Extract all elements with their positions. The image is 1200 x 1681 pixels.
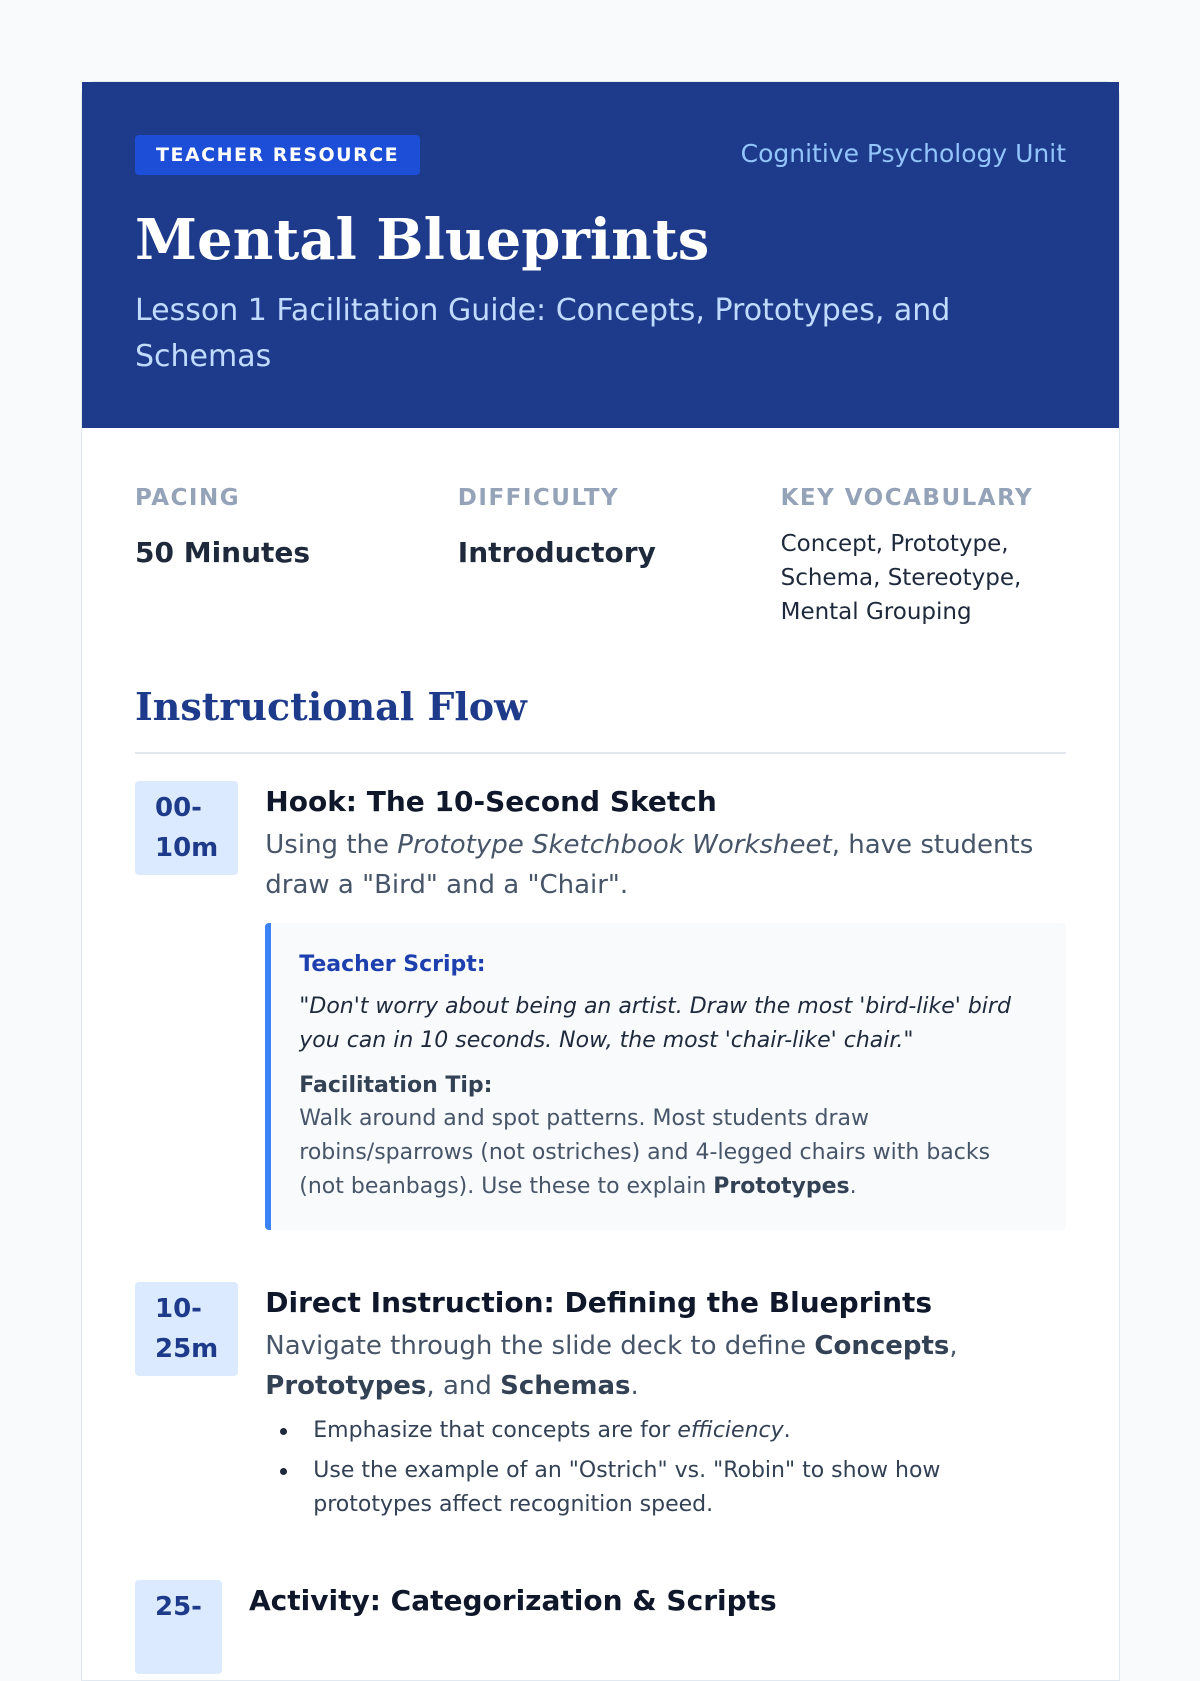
step-title: Direct Instruction: Defining the Blueprints: [265, 1286, 933, 1319]
step-content: [249, 1580, 1066, 1674]
bullet-em: efficiency: [677, 1418, 784, 1443]
difficulty-value: Introductory: [457, 536, 656, 569]
tip-label: Facilitation Tip:: [299, 1073, 493, 1098]
vocabulary-value: Concept, Prototype, Schema, Stereotype, Mental Grouping: [780, 531, 1022, 625]
term-concepts: Concepts: [814, 1331, 950, 1361]
resource-badge: TEACHER RESOURCE: [135, 135, 420, 175]
term-prototypes: Prototypes: [265, 1371, 427, 1401]
time-end: 10m: [155, 833, 219, 863]
time-badge: [135, 781, 238, 875]
time-start: 10-: [155, 1294, 202, 1324]
step-title: Activity: Categorization & Scripts: [248, 1584, 777, 1617]
pacing-label: PACING: [135, 485, 241, 511]
pacing-block: [135, 483, 458, 629]
difficulty-label: DIFFICULTY: [457, 485, 620, 511]
worksheet-name: Prototype Sketchbook Worksheet: [397, 830, 832, 860]
tip-body: Walk around and spot patterns. Most students draw robins/sparrows (not ostriches) and 4-legged chairs with backs (not beanbags). Use these to explain: [299, 1106, 991, 1199]
instruction-bullets: [265, 1414, 1066, 1522]
teacher-script-callout: [265, 923, 1066, 1230]
time-end: 25m: [155, 1334, 219, 1364]
flow-step: [135, 781, 1066, 1230]
step-title: Hook: The 10-Second Sketch: [265, 785, 717, 818]
page-title: Mental Blueprints: [135, 207, 710, 273]
lesson-header: [82, 82, 1119, 428]
desc-text: Navigate through the slide deck to define: [265, 1331, 815, 1361]
script-quote: "Don't worry about being an artist. Draw the most 'bird-like' bird you can in 10 seconds. Now, the most 'chair-like' chair.": [299, 994, 1011, 1053]
bullet-text: Emphasize that concepts are for: [313, 1418, 678, 1443]
step-content: [265, 1282, 1066, 1528]
time-start: 00-: [155, 793, 202, 823]
flow-step: [135, 1282, 1066, 1528]
desc-sep: ,: [949, 1331, 958, 1361]
unit-label: Cognitive Psychology Unit: [740, 139, 1066, 168]
lesson-meta: [135, 483, 1066, 629]
difficulty-block: [458, 483, 781, 629]
time-badge: [135, 1282, 238, 1376]
step-description: [265, 1326, 1066, 1406]
bullet-end: .: [783, 1418, 791, 1443]
tip-end: .: [849, 1174, 857, 1199]
desc-end: .: [630, 1371, 639, 1401]
desc-sep: , and: [426, 1371, 501, 1401]
flow-step: [135, 1580, 1066, 1674]
step-description: [265, 825, 1066, 905]
pacing-value: 50 Minutes: [135, 536, 311, 569]
desc-text: Using the: [265, 830, 398, 860]
section-title: Instructional Flow: [135, 679, 1066, 754]
term-schemas: Schemas: [500, 1371, 631, 1401]
lesson-card: [81, 81, 1120, 1681]
time-start: 25-: [155, 1592, 202, 1622]
tip-bold: Prototypes: [713, 1174, 850, 1199]
lesson-body: [82, 428, 1119, 1674]
tip-text: [299, 1102, 1032, 1204]
time-badge: [135, 1580, 222, 1674]
script-label: Teacher Script:: [299, 952, 486, 977]
desc-text: , have students draw a "Bird" and a "Chair".: [265, 830, 1034, 900]
step-content: [265, 781, 1066, 1230]
vocabulary-block: [781, 483, 1066, 629]
vocabulary-label: KEY VOCABULARY: [780, 485, 1034, 511]
list-item: Use the example of an "Ostrich" vs. "Robin" to show how prototypes affect recognition speed.: [279, 1454, 1066, 1522]
list-item: [279, 1414, 1066, 1448]
page-subtitle: Lesson 1 Facilitation Guide: Concepts, Prototypes, and Schemas: [135, 293, 951, 374]
